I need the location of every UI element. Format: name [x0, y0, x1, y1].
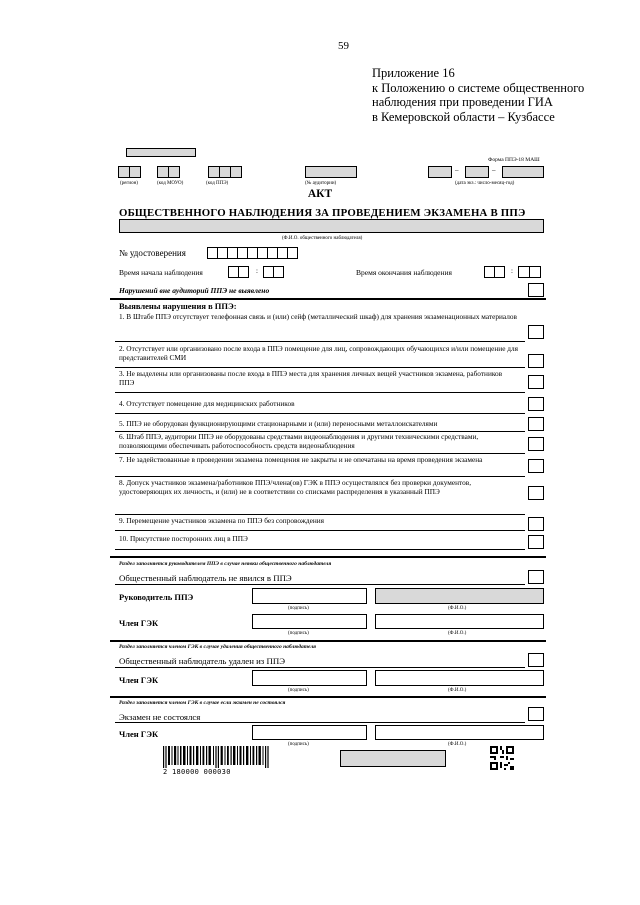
page-number: 59 [338, 40, 349, 52]
violation-checkbox[interactable] [528, 325, 544, 339]
ppe-caption: (код ППЭ) [206, 181, 229, 186]
start-minutes-cells[interactable] [263, 266, 283, 278]
section2-note: Раздел заполняется членом ГЭК в случае удаления общественного наблюдателя [119, 644, 316, 650]
violation-item: 7. Не задействованные в проведении экзамена помещения не закрыты и не опечатаны на время проведения экзамена [119, 455, 483, 464]
violation-item: 4. Отсутствует помещение для медицинских работников [119, 399, 295, 408]
end-minutes-cells[interactable] [518, 266, 540, 278]
violation-item: 5. ППЭ не оборудован функционирующими стационарными и (или) переносными металлоискателями [119, 419, 438, 428]
gek-member-label: Член ГЭК [119, 675, 159, 685]
section2-text: Общественный наблюдатель удален из ППЭ [119, 656, 285, 666]
ppe-code-cells[interactable] [208, 166, 241, 178]
region-code-cells[interactable] [118, 166, 140, 178]
row-divider [115, 722, 525, 723]
violation-item: 6. Штаб ППЭ, аудитории ППЭ не оборудованы средствами видеонаблюдения и другими техническими средствами, позволяющими обеспечивать работоспособность средств видеонаблюдения [119, 432, 479, 450]
time-colon: : [256, 267, 258, 275]
appendix-line: Приложение 16 [372, 66, 455, 80]
auditorium-field[interactable] [305, 166, 357, 178]
row-divider [115, 514, 525, 515]
section3-text: Экзамен не состоялся [119, 712, 201, 722]
violation-item: 1. В Штабе ППЭ отсутствует телефонная связь и (или) сейф (металлический шкаф) для хранения экзаменационных материалов [119, 312, 517, 321]
section2-checkbox[interactable] [528, 653, 544, 667]
gek-name-field[interactable] [375, 614, 544, 629]
violation-item: 10. Присутствие посторонних лиц в ППЭ [119, 534, 248, 543]
gek-member-label: Член ГЭК [119, 729, 159, 739]
region-caption: (регион) [120, 181, 138, 186]
row-divider [115, 367, 525, 368]
date-month-field[interactable] [465, 166, 489, 178]
date-year-field[interactable] [502, 166, 544, 178]
qr-code [490, 746, 514, 770]
bottom-gray-field[interactable] [340, 750, 446, 767]
divider [110, 640, 546, 642]
appendix-line: наблюдения при проведении ГИА [372, 95, 553, 109]
signature-caption: (подпись) [288, 742, 309, 747]
violation-checkbox[interactable] [528, 486, 544, 500]
fio-caption: (Ф.И.О.) [448, 631, 467, 636]
start-time-label: Время начала наблюдения [119, 268, 203, 277]
certificate-number-cells[interactable] [207, 247, 297, 259]
date-dash: – [455, 166, 459, 174]
appendix-line: в Кемеровской области – Кузбассе [372, 109, 555, 124]
ppe-head-signature-field[interactable] [252, 588, 367, 604]
divider [110, 696, 546, 698]
violation-item: 9. Перемещение участников экзамена по ППЭ без сопровождения [119, 516, 325, 525]
violation-checkbox[interactable] [528, 417, 544, 431]
appendix-block [372, 66, 584, 124]
certificate-label: № удостоверения [119, 248, 186, 258]
section1-note: Раздел заполняется руководителем ППЭ в случае неявки общественного наблюдателя [119, 561, 332, 567]
end-hours-cells[interactable] [484, 266, 504, 278]
gek-name-field[interactable] [375, 670, 544, 686]
mouo-caption: (код МОУО) [157, 181, 184, 186]
form-code: Форма ППЭ-18 МАШ [488, 157, 540, 163]
ppe-head-label: Руководитель ППЭ [119, 592, 194, 602]
date-dash: – [492, 166, 496, 174]
fio-caption: (Ф.И.О.) [448, 742, 467, 747]
violations-heading: Выявлены нарушения в ППЭ: [119, 301, 237, 311]
row-divider [115, 549, 525, 550]
mouo-code-cells[interactable] [157, 166, 179, 178]
violation-checkbox[interactable] [528, 535, 544, 549]
form-field-top[interactable] [126, 148, 196, 157]
violation-item: 2. Отсутствует или организовано после входа в ППЭ помещение для лиц, сопровождающих обучающихся и/или помещение для представителей СМИ [119, 344, 518, 362]
appendix-line: к Положению о системе общественного [372, 80, 585, 95]
divider [110, 556, 546, 558]
section3-checkbox[interactable] [528, 707, 544, 721]
section1-text: Общественный наблюдатель не явился в ППЭ [119, 573, 292, 583]
gek-signature-field[interactable] [252, 614, 367, 629]
row-divider [115, 584, 525, 585]
row-divider [115, 341, 525, 342]
row-divider [115, 667, 525, 668]
signature-caption: (подпись) [288, 688, 309, 693]
signature-caption: (подпись) [288, 631, 309, 636]
row-divider [115, 413, 525, 414]
gek-name-field[interactable] [375, 725, 544, 740]
observer-name-field[interactable] [119, 219, 544, 233]
row-divider [115, 476, 525, 477]
fio-caption: (Ф.И.О.) [448, 606, 467, 611]
violation-checkbox[interactable] [528, 375, 544, 389]
row-divider [115, 453, 525, 454]
section3-note: Раздел заполняется членом ГЭК в случае если экзамен не состоялся [119, 700, 286, 706]
violation-checkbox[interactable] [528, 397, 544, 411]
no-violations-checkbox[interactable] [528, 283, 544, 297]
fio-caption: (Ф.И.О.) [448, 688, 467, 693]
violation-checkbox[interactable] [528, 517, 544, 531]
time-colon: : [511, 267, 513, 275]
divider [110, 298, 546, 300]
row-divider [115, 392, 525, 393]
violation-item: 3. Не выделены или организованы после входа в ППЭ места для хранения личных вещей участников экзамена, работников ППЭ [119, 369, 503, 387]
auditorium-caption: (№ аудитории) [305, 181, 337, 186]
signature-caption: (подпись) [288, 606, 309, 611]
ppe-head-name-field[interactable] [375, 588, 544, 604]
barcode-number: 2 180000 000030 [163, 768, 231, 776]
gek-member-label: Член ГЭК [119, 618, 159, 628]
document-subtitle: ОБЩЕСТВЕННОГО НАБЛЮДЕНИЯ ЗА ПРОВЕДЕНИЕМ ЭКЗАМЕНА В ППЭ [119, 207, 526, 219]
violation-item: 8. Допуск участников экзамена/работников ППЭ/члена(ов) ГЭК в ППЭ осуществлялся без проверки документов, удостоверяющих их личность, и (или) не в соответствии со списками распределения в указанный ППЭ [119, 478, 472, 496]
observer-caption: (Ф.И.О. общественного наблюдателя) [282, 236, 363, 241]
gek-signature-field[interactable] [252, 725, 367, 740]
end-time-label: Время окончания наблюдения [356, 268, 452, 277]
date-day-field[interactable] [428, 166, 452, 178]
start-hours-cells[interactable] [228, 266, 248, 278]
barcode [163, 746, 273, 768]
violation-checkbox[interactable] [528, 459, 544, 473]
row-divider [115, 530, 525, 531]
violation-checkbox[interactable] [528, 437, 544, 451]
date-caption: (дата экз.: число-месяц-год) [455, 181, 515, 186]
document-title: АКТ [307, 188, 333, 200]
section1-checkbox[interactable] [528, 570, 544, 584]
no-violations-label: Нарушений вне аудиторий ППЭ не выявлено [119, 286, 270, 295]
gek-signature-field[interactable] [252, 670, 367, 686]
violation-checkbox[interactable] [528, 354, 544, 368]
